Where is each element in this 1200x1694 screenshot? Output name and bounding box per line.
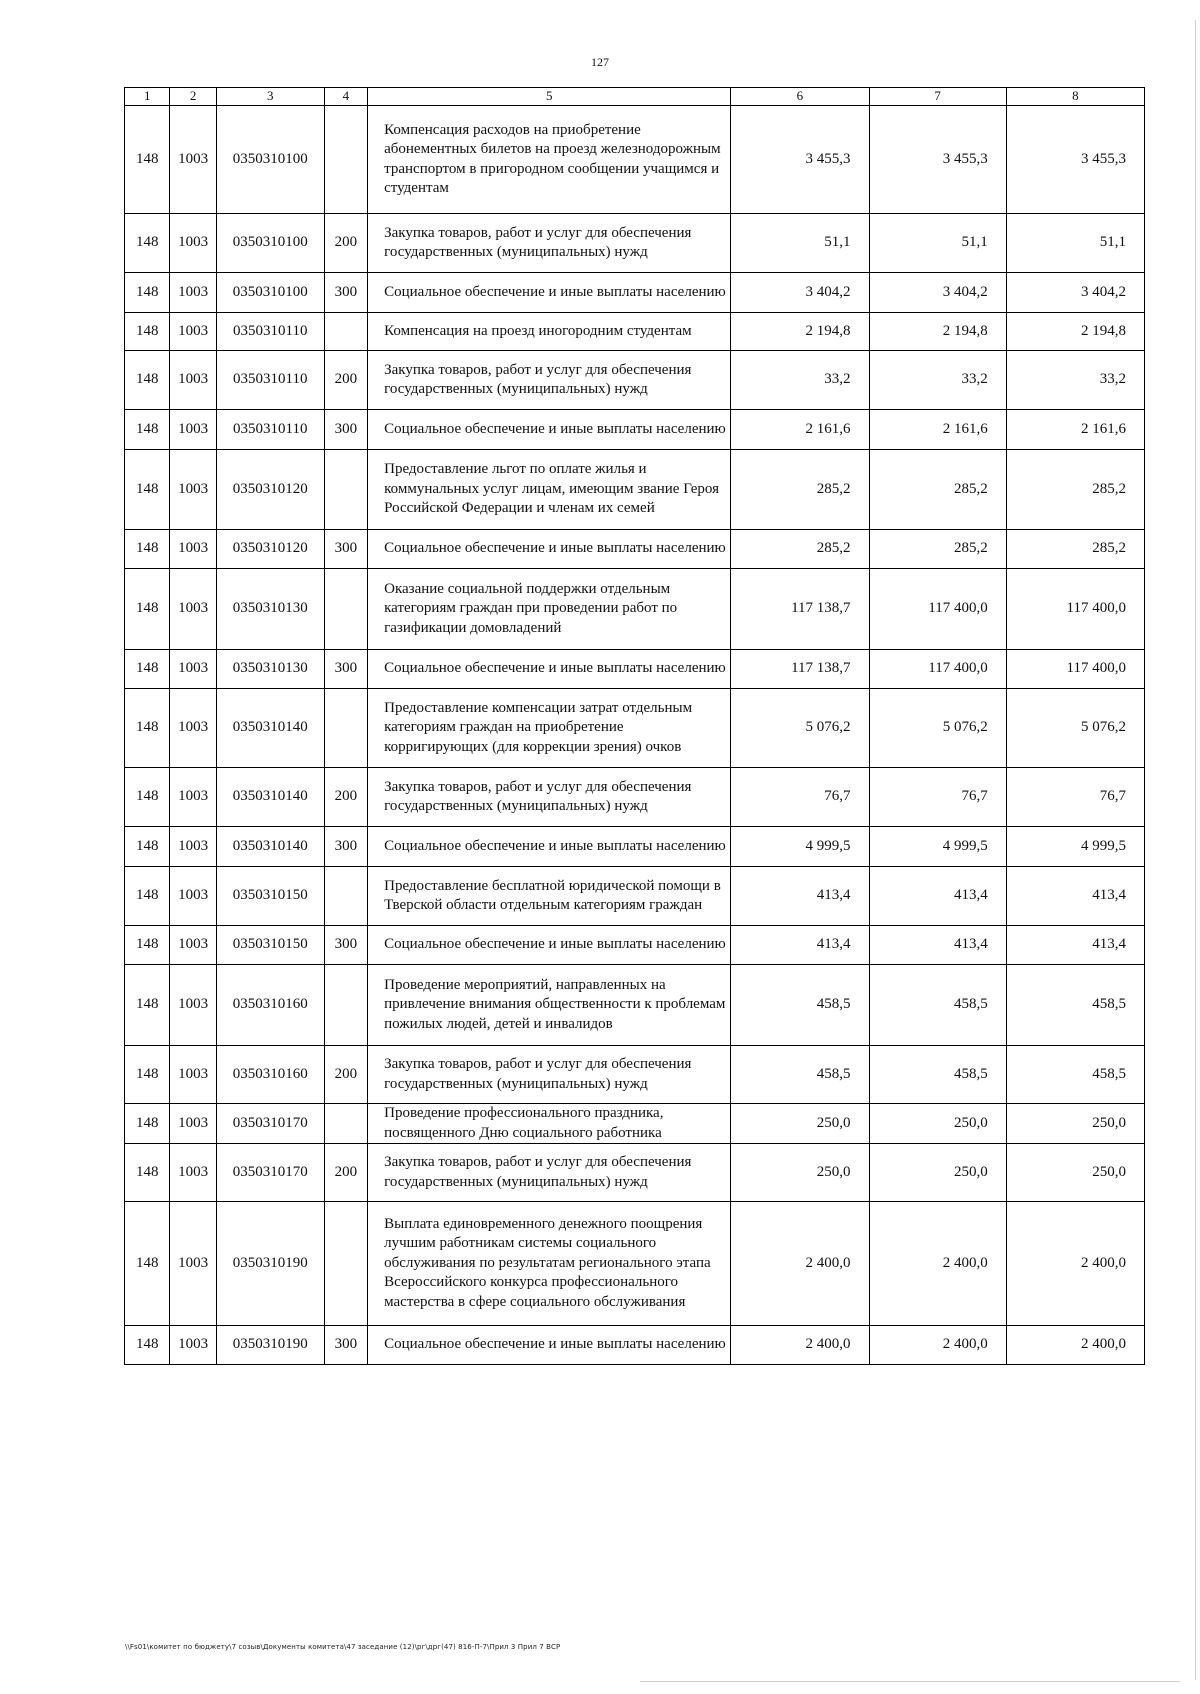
- cell-col-7: 250,0: [869, 1104, 1006, 1144]
- cell-col-8: 2 400,0: [1006, 1202, 1144, 1326]
- cell-col-2: 1003: [170, 926, 216, 965]
- table-row: [125, 313, 1145, 351]
- cell-col-7: 2 161,6: [869, 410, 1006, 450]
- cell-col-3: 0350310130: [216, 569, 324, 650]
- cell-col-6: 76,7: [731, 768, 869, 827]
- table-row: [125, 650, 1145, 689]
- header-cell-5: 5: [368, 88, 731, 106]
- cell-col-8: 413,4: [1006, 926, 1144, 965]
- table-row: [125, 1104, 1145, 1144]
- cell-col-8: 250,0: [1006, 1104, 1144, 1144]
- cell-col-8: 3 455,3: [1006, 106, 1144, 214]
- cell-col-8: 4 999,5: [1006, 827, 1144, 867]
- table-body: [125, 106, 1145, 1365]
- cell-col-8: 458,5: [1006, 1046, 1144, 1104]
- cell-col-3: 0350310110: [216, 351, 324, 410]
- scan-edge-right: [1195, 20, 1196, 1680]
- cell-col-4: [324, 867, 367, 926]
- cell-col-3: 0350310110: [216, 313, 324, 351]
- cell-col-1: 148: [125, 530, 170, 569]
- cell-col-2: 1003: [170, 214, 216, 273]
- cell-col-5: Социальное обеспечение и иные выплаты населению: [368, 926, 731, 965]
- cell-col-1: 148: [125, 1104, 170, 1144]
- cell-col-4: 300: [324, 273, 367, 313]
- cell-col-7: 5 076,2: [869, 689, 1006, 768]
- cell-col-4: 300: [324, 926, 367, 965]
- cell-col-1: 148: [125, 106, 170, 214]
- cell-col-8: 33,2: [1006, 351, 1144, 410]
- table-row: [125, 689, 1145, 768]
- cell-col-4: [324, 450, 367, 530]
- cell-col-4: 300: [324, 410, 367, 450]
- cell-col-7: 3 404,2: [869, 273, 1006, 313]
- cell-col-5: Закупка товаров, работ и услуг для обеспечения государственных (муниципальных) нужд: [368, 1046, 731, 1104]
- table-row: [125, 1326, 1145, 1365]
- cell-col-1: 148: [125, 351, 170, 410]
- cell-col-2: 1003: [170, 689, 216, 768]
- cell-col-6: 51,1: [731, 214, 869, 273]
- header-cell-2: 2: [170, 88, 216, 106]
- table-row: [125, 410, 1145, 450]
- cell-col-5: Компенсация расходов на приобретение абонементных билетов на проезд железнодорожным транспортом в пригородном сообщении учащимся и студентам: [368, 106, 731, 214]
- cell-col-2: 1003: [170, 410, 216, 450]
- cell-col-6: 5 076,2: [731, 689, 869, 768]
- cell-col-8: 5 076,2: [1006, 689, 1144, 768]
- cell-col-8: 76,7: [1006, 768, 1144, 827]
- cell-col-4: 300: [324, 530, 367, 569]
- cell-col-4: 300: [324, 1326, 367, 1365]
- cell-col-6: 458,5: [731, 1046, 869, 1104]
- cell-col-4: 300: [324, 650, 367, 689]
- table-row: [125, 530, 1145, 569]
- cell-col-7: 117 400,0: [869, 650, 1006, 689]
- cell-col-3: 0350310150: [216, 867, 324, 926]
- cell-col-5: Предоставление компенсации затрат отдельным категориям граждан на приобретение корригирующих (для коррекции зрения) очков: [368, 689, 731, 768]
- cell-col-2: 1003: [170, 650, 216, 689]
- cell-col-2: 1003: [170, 867, 216, 926]
- cell-col-1: 148: [125, 768, 170, 827]
- cell-col-4: [324, 1202, 367, 1326]
- cell-col-3: 0350310140: [216, 827, 324, 867]
- cell-col-8: 285,2: [1006, 450, 1144, 530]
- cell-col-3: 0350310140: [216, 768, 324, 827]
- cell-col-1: 148: [125, 450, 170, 530]
- cell-col-3: 0350310170: [216, 1104, 324, 1144]
- cell-col-5: Проведение мероприятий, направленных на привлечение внимания общественности к проблемам пожилых людей, детей и инвалидов: [368, 965, 731, 1046]
- cell-col-8: 117 400,0: [1006, 569, 1144, 650]
- cell-col-4: 200: [324, 1144, 367, 1202]
- scan-edge-bottom: [640, 1681, 1180, 1682]
- cell-col-2: 1003: [170, 450, 216, 530]
- cell-col-2: 1003: [170, 1144, 216, 1202]
- cell-col-4: 300: [324, 827, 367, 867]
- header-cell-3: 3: [216, 88, 324, 106]
- cell-col-6: 2 400,0: [731, 1326, 869, 1365]
- cell-col-5: Проведение профессионального праздника, посвященного Дню социального работника: [368, 1104, 731, 1144]
- header-cell-8: 8: [1006, 88, 1144, 106]
- cell-col-3: 0350310170: [216, 1144, 324, 1202]
- cell-col-3: 0350310100: [216, 273, 324, 313]
- cell-col-2: 1003: [170, 273, 216, 313]
- cell-col-5: Социальное обеспечение и иные выплаты населению: [368, 827, 731, 867]
- cell-col-6: 3 404,2: [731, 273, 869, 313]
- cell-col-1: 148: [125, 867, 170, 926]
- cell-col-2: 1003: [170, 313, 216, 351]
- cell-col-8: 458,5: [1006, 965, 1144, 1046]
- cell-col-6: 458,5: [731, 965, 869, 1046]
- cell-col-2: 1003: [170, 827, 216, 867]
- table-row: [125, 273, 1145, 313]
- header-cell-7: 7: [869, 88, 1006, 106]
- cell-col-4: [324, 689, 367, 768]
- cell-col-4: 200: [324, 1046, 367, 1104]
- budget-table: [124, 87, 1145, 1365]
- cell-col-5: Закупка товаров, работ и услуг для обеспечения государственных (муниципальных) нужд: [368, 351, 731, 410]
- cell-col-2: 1003: [170, 1202, 216, 1326]
- cell-col-1: 148: [125, 313, 170, 351]
- cell-col-1: 148: [125, 827, 170, 867]
- cell-col-1: 148: [125, 965, 170, 1046]
- cell-col-2: 1003: [170, 530, 216, 569]
- cell-col-8: 2 194,8: [1006, 313, 1144, 351]
- cell-col-7: 2 194,8: [869, 313, 1006, 351]
- cell-col-3: 0350310130: [216, 650, 324, 689]
- cell-col-7: 117 400,0: [869, 569, 1006, 650]
- cell-col-6: 117 138,7: [731, 650, 869, 689]
- cell-col-3: 0350310160: [216, 1046, 324, 1104]
- cell-col-4: [324, 106, 367, 214]
- cell-col-6: 117 138,7: [731, 569, 869, 650]
- cell-col-8: 413,4: [1006, 867, 1144, 926]
- cell-col-1: 148: [125, 650, 170, 689]
- cell-col-1: 148: [125, 214, 170, 273]
- cell-col-5: Оказание социальной поддержки отдельным категориям граждан при проведении работ по газификации домовладений: [368, 569, 731, 650]
- header-cell-6: 6: [731, 88, 869, 106]
- cell-col-6: 2 400,0: [731, 1202, 869, 1326]
- cell-col-3: 0350310120: [216, 450, 324, 530]
- cell-col-1: 148: [125, 1046, 170, 1104]
- cell-col-3: 0350310110: [216, 410, 324, 450]
- table-row: [125, 965, 1145, 1046]
- cell-col-7: 33,2: [869, 351, 1006, 410]
- cell-col-2: 1003: [170, 1046, 216, 1104]
- cell-col-7: 458,5: [869, 1046, 1006, 1104]
- cell-col-1: 148: [125, 1144, 170, 1202]
- table-row: [125, 214, 1145, 273]
- table-row: [125, 351, 1145, 410]
- cell-col-6: 285,2: [731, 530, 869, 569]
- cell-col-6: 285,2: [731, 450, 869, 530]
- table-row: [125, 768, 1145, 827]
- table-row: [125, 450, 1145, 530]
- cell-col-3: 0350310120: [216, 530, 324, 569]
- cell-col-4: [324, 313, 367, 351]
- cell-col-6: 3 455,3: [731, 106, 869, 214]
- cell-col-5: Выплата единовременного денежного поощрения лучшим работникам системы социального обслуживания по результатам регионального этапа Всероссийского конкурса профессионального мастерства в сфере социального обслуживания: [368, 1202, 731, 1326]
- footer-file-path: \\Fs01\комитет по бюджету\7 созыв\Документы комитета\47 заседание (12)\рг\дрг(47) 816-П-7\Прил 3 Прил 7 ВСР: [125, 1643, 561, 1651]
- cell-col-4: 200: [324, 351, 367, 410]
- cell-col-2: 1003: [170, 1104, 216, 1144]
- cell-col-8: 51,1: [1006, 214, 1144, 273]
- cell-col-5: Социальное обеспечение и иные выплаты населению: [368, 410, 731, 450]
- cell-col-5: Закупка товаров, работ и услуг для обеспечения государственных (муниципальных) нужд: [368, 768, 731, 827]
- cell-col-6: 413,4: [731, 867, 869, 926]
- table-row: [125, 926, 1145, 965]
- cell-col-3: 0350310160: [216, 965, 324, 1046]
- cell-col-5: Предоставление бесплатной юридической помощи в Тверской области отдельным категориям граждан: [368, 867, 731, 926]
- table-row: [125, 1046, 1145, 1104]
- cell-col-6: 413,4: [731, 926, 869, 965]
- cell-col-5: Социальное обеспечение и иные выплаты населению: [368, 650, 731, 689]
- cell-col-7: 2 400,0: [869, 1202, 1006, 1326]
- cell-col-4: [324, 1104, 367, 1144]
- table-row: [125, 867, 1145, 926]
- cell-col-1: 148: [125, 410, 170, 450]
- cell-col-2: 1003: [170, 965, 216, 1046]
- cell-col-7: 413,4: [869, 926, 1006, 965]
- cell-col-7: 413,4: [869, 867, 1006, 926]
- cell-col-7: 285,2: [869, 530, 1006, 569]
- cell-col-2: 1003: [170, 106, 216, 214]
- cell-col-4: 200: [324, 214, 367, 273]
- cell-col-5: Предоставление льгот по оплате жилья и коммунальных услуг лицам, имеющим звание Героя Российской Федерации и членам их семей: [368, 450, 731, 530]
- cell-col-1: 148: [125, 1202, 170, 1326]
- table-row: [125, 569, 1145, 650]
- table-row: [125, 827, 1145, 867]
- cell-col-2: 1003: [170, 351, 216, 410]
- header-row: [125, 88, 1145, 106]
- table-row: [125, 106, 1145, 214]
- cell-col-6: 250,0: [731, 1104, 869, 1144]
- table-row: [125, 1144, 1145, 1202]
- cell-col-5: Закупка товаров, работ и услуг для обеспечения государственных (муниципальных) нужд: [368, 1144, 731, 1202]
- cell-col-7: 51,1: [869, 214, 1006, 273]
- table-row: [125, 1202, 1145, 1326]
- cell-col-7: 4 999,5: [869, 827, 1006, 867]
- cell-col-4: 200: [324, 768, 367, 827]
- cell-col-1: 148: [125, 689, 170, 768]
- cell-col-4: [324, 569, 367, 650]
- cell-col-6: 33,2: [731, 351, 869, 410]
- cell-col-6: 4 999,5: [731, 827, 869, 867]
- cell-col-5: Социальное обеспечение и иные выплаты населению: [368, 273, 731, 313]
- cell-col-7: 458,5: [869, 965, 1006, 1046]
- cell-col-7: 76,7: [869, 768, 1006, 827]
- cell-col-4: [324, 965, 367, 1046]
- cell-col-1: 148: [125, 1326, 170, 1365]
- cell-col-1: 148: [125, 273, 170, 313]
- cell-col-2: 1003: [170, 768, 216, 827]
- cell-col-6: 2 194,8: [731, 313, 869, 351]
- cell-col-3: 0350310140: [216, 689, 324, 768]
- cell-col-2: 1003: [170, 569, 216, 650]
- cell-col-6: 250,0: [731, 1144, 869, 1202]
- cell-col-7: 250,0: [869, 1144, 1006, 1202]
- cell-col-8: 250,0: [1006, 1144, 1144, 1202]
- cell-col-8: 2 400,0: [1006, 1326, 1144, 1365]
- cell-col-2: 1003: [170, 1326, 216, 1365]
- cell-col-5: Социальное обеспечение и иные выплаты населению: [368, 1326, 731, 1365]
- header-cell-4: 4: [324, 88, 367, 106]
- header-cell-1: 1: [125, 88, 170, 106]
- cell-col-1: 148: [125, 569, 170, 650]
- page-number: 127: [591, 55, 609, 69]
- cell-col-5: Компенсация на проезд иногородним студентам: [368, 313, 731, 351]
- cell-col-8: 2 161,6: [1006, 410, 1144, 450]
- cell-col-5: Закупка товаров, работ и услуг для обеспечения государственных (муниципальных) нужд: [368, 214, 731, 273]
- cell-col-7: 285,2: [869, 450, 1006, 530]
- cell-col-3: 0350310100: [216, 106, 324, 214]
- cell-col-8: 3 404,2: [1006, 273, 1144, 313]
- cell-col-5: Социальное обеспечение и иные выплаты населению: [368, 530, 731, 569]
- cell-col-8: 117 400,0: [1006, 650, 1144, 689]
- cell-col-3: 0350310150: [216, 926, 324, 965]
- cell-col-8: 285,2: [1006, 530, 1144, 569]
- cell-col-7: 3 455,3: [869, 106, 1006, 214]
- cell-col-7: 2 400,0: [869, 1326, 1006, 1365]
- cell-col-3: 0350310190: [216, 1202, 324, 1326]
- cell-col-3: 0350310190: [216, 1326, 324, 1365]
- cell-col-1: 148: [125, 926, 170, 965]
- cell-col-3: 0350310100: [216, 214, 324, 273]
- cell-col-6: 2 161,6: [731, 410, 869, 450]
